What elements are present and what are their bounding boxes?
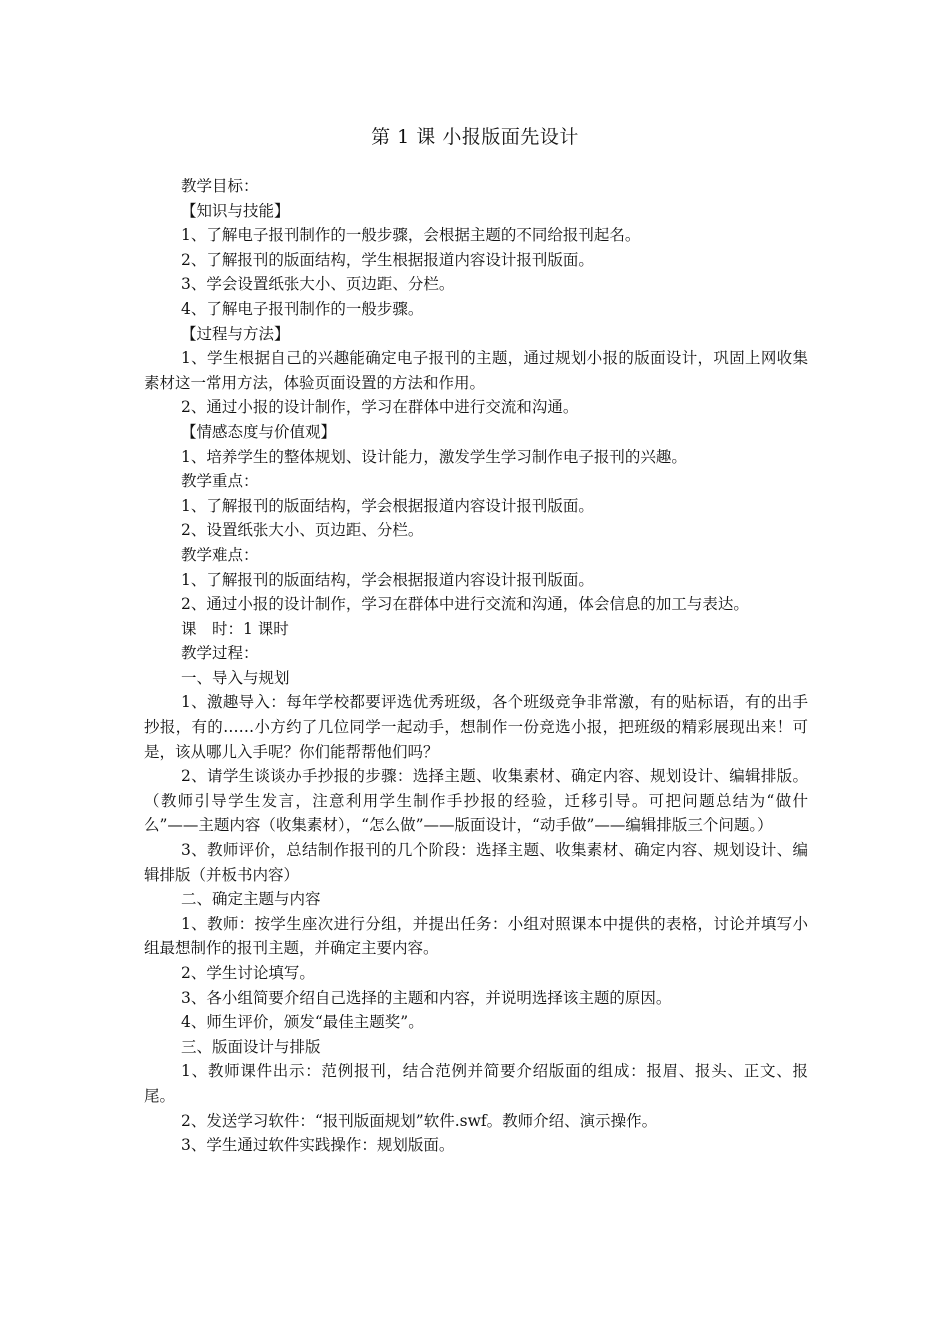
paragraph: 【知识与技能】 — [181, 201, 290, 220]
paragraph: 3、各小组简要介绍自己选择的主题和内容，并说明选择该主题的原因。 — [181, 988, 672, 1007]
paragraph: 3、学会设置纸张大小、页边距、分栏。 — [181, 275, 455, 294]
paragraph: 1、教师课件出示：范例报刊，结合范例并简要介绍版面的组成：报眉、报头、正文、报尾。 — [144, 1062, 808, 1105]
paragraph: 4、师生评价，颁发“最佳主题奖”。 — [181, 1013, 424, 1032]
paragraph: 2、学生讨论填写。 — [181, 964, 315, 982]
paragraph: 1、了解报刊的版面结构，学会根据报道内容设计报刊版面。 — [181, 496, 594, 515]
paragraph: 【过程与方法】 — [181, 324, 290, 343]
paragraph: 1、了解报刊的版面结构，学会根据报道内容设计报刊版面。 — [181, 570, 594, 589]
lesson-title: 第 1 课 小报版面先设计 — [371, 126, 579, 148]
paragraph: 2、设置纸张大小、页边距、分栏。 — [181, 521, 424, 540]
paragraph: 二、确定主题与内容 — [181, 890, 321, 909]
paragraph: 3、教师评价，总结制作报刊的几个阶段：选择主题、收集素材、确定内容、规划设计、编辑排版（并板书内容） — [144, 841, 808, 884]
paragraph: 教学目标： — [181, 177, 259, 195]
paragraph: 课 时：1 课时 — [181, 619, 289, 638]
paragraph: 1、培养学生的整体规划、设计能力，激发学生学习制作电子报刊的兴趣。 — [181, 447, 687, 466]
paragraph: 【情感态度与价值观】 — [181, 422, 337, 441]
paragraph: 1、教师：按学生座次进行分组，并提出任务：小组对照课本中提供的表格，讨论并填写小组最想制作的报刊主题，并确定主要内容。 — [144, 914, 808, 958]
paragraph: 三、版面设计与排版 — [181, 1037, 321, 1056]
paragraph: 教学难点： — [181, 545, 259, 564]
paragraph: 2、发送学习软件：“报刊版面规划”软件.swf。教师介绍、演示操作。 — [181, 1111, 658, 1130]
paragraph: 教学重点： — [181, 472, 259, 491]
paragraph: 2、通过小报的设计制作，学习在群体中进行交流和沟通。 — [181, 398, 579, 417]
paragraph: 1、学生根据自己的兴趣能确定电子报刊的主题，通过规划小报的版面设计，巩固上网收集素材这一常用方法，体验页面设置的方法和作用。 — [144, 349, 808, 392]
paragraph: 2、通过小报的设计制作，学习在群体中进行交流和沟通，体会信息的加工与表达。 — [181, 595, 749, 614]
paragraph: 1、激趣导入：每年学校都要评选优秀班级，各个班级竞争非常激，有的贴标语，有的出手抄报，有的……小方约了几位同学一起动手，想制作一份竞选小报，把班级的精彩展现出来！可是，该从哪儿入手呢？你们能帮帮他们吗？ — [144, 693, 808, 761]
paragraph: 4、了解电子报刊制作的一般步骤。 — [181, 299, 424, 318]
paragraph: 2、了解报刊的版面结构，学生根据报道内容设计报刊版面。 — [181, 250, 594, 269]
paragraph: 教学过程： — [181, 644, 259, 663]
paragraph: 3、学生通过软件实践操作：规划版面。 — [181, 1136, 455, 1155]
paragraph: 1、了解电子报刊制作的一般步骤，会根据主题的不同给报刊起名。 — [181, 226, 641, 245]
paragraph: 一、导入与规划 — [181, 668, 290, 687]
document-body — [144, 174, 808, 1158]
paragraph: 2、请学生谈谈办手抄报的步骤：选择主题、收集素材、确定内容、规划设计、编辑排版。（教师引导学生发言，注意利用学生制作手抄报的经验，迁移引导。可把问题总结为“做什么”——主题内容（收集素材），“怎么做”——版面设计，“动手做”——编辑排版三个问题。） — [144, 767, 808, 835]
